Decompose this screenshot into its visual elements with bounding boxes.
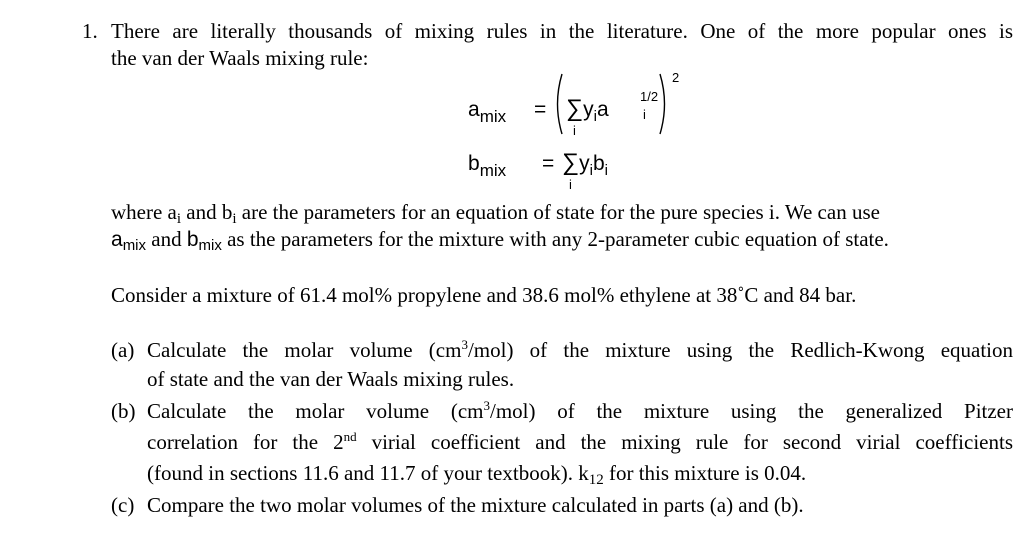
- where-line-2: amix and bmix as the parameters for the mixture with any 2-parameter cubic equation of state.: [111, 227, 889, 254]
- a-sum-index: i: [573, 123, 576, 138]
- a-y-symbol: y: [583, 98, 594, 121]
- b-mix-subscript: mix: [479, 161, 507, 180]
- a-a-subscript: i: [643, 107, 646, 122]
- a-outer-power: 2: [672, 70, 680, 85]
- part-b-label: (b): [111, 399, 136, 423]
- b-y-symbol: y: [579, 152, 590, 175]
- intro-line-2: the van der Waals mixing rule:: [111, 46, 369, 70]
- part-c-label: (c): [111, 493, 135, 517]
- a-mix-subscript: mix: [479, 107, 507, 126]
- a-a-symbol: a: [596, 98, 609, 121]
- part-b-line-3: (found in sections 11.6 and 11.7 of your textbook). k12 for this mixture is 0.04.: [147, 461, 807, 488]
- b-sum-index: i: [569, 177, 572, 192]
- b-y-subscript: i: [589, 162, 593, 179]
- a-mix-equals: =: [534, 98, 547, 121]
- a-mix-symbol: a: [468, 98, 480, 121]
- left-paren-icon: [550, 72, 566, 136]
- b-mix-equals: =: [542, 152, 555, 175]
- where-line-1: where ai and bi are the parameters for an equation of state for the pure species i. We can use: [111, 200, 880, 227]
- part-a-line-1: Calculate the molar volume $(cm^3/mol)$ of the mixture using the Redlich-Kwong equation: [147, 337, 1014, 362]
- b-b-symbol: b: [592, 152, 605, 175]
- b-mix-symbol: b: [468, 152, 480, 175]
- part-b-line-2: correlation for the 2nd virial coefficient and the mixing rule for second virial coefficients: [147, 429, 1014, 454]
- a-y-subscript: i: [593, 108, 597, 125]
- consider-statement: Consider a mixture of 61.4 mol% propylene and 38.6 mol% ethylene at 38˚C and 84 bar.: [111, 283, 857, 307]
- intro-line-1: There are literally thousands of mixing rules in the literature. One of the more popular ones is: [111, 19, 1013, 43]
- a-half-power: 1/2: [640, 89, 659, 104]
- part-b-line-1: Calculate the molar volume $(cm^3/mol)$ of the mixture using the generalized Pitzer: [147, 398, 1013, 423]
- bi-subscript: i: [232, 211, 237, 227]
- problem-number: 1.: [82, 19, 98, 43]
- b-sum-symbol: ∑: [562, 149, 580, 176]
- b-b-subscript: i: [604, 162, 608, 179]
- part-a-label: (a): [111, 338, 135, 362]
- part-c-line-1: Compare the two molar volumes of the mixture calculated in parts (a) and (b).: [147, 493, 804, 517]
- a-sum-symbol: ∑: [566, 95, 584, 122]
- part-a-line-2: of state and the van der Waals mixing rules.: [147, 367, 515, 391]
- ai-subscript: i: [176, 211, 182, 227]
- right-paren-icon: [656, 72, 672, 136]
